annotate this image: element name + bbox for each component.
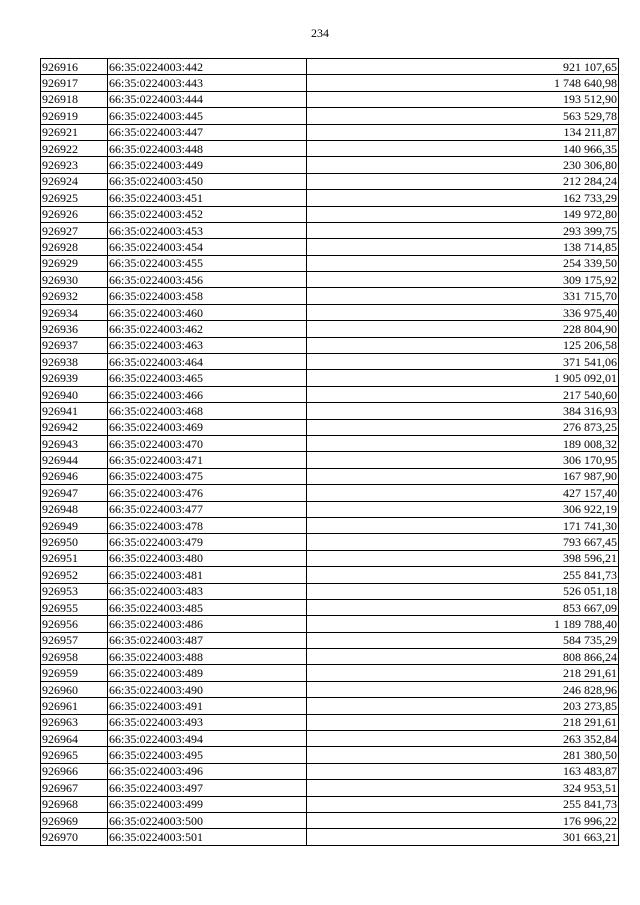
table-row: [41, 534, 619, 550]
record-id-cell: 926942: [41, 419, 108, 435]
table-row: [41, 485, 619, 501]
table-row: [41, 222, 619, 238]
value-cell: 167 987,90: [307, 468, 619, 484]
table-row: [41, 140, 619, 156]
value-cell: 255 841,73: [307, 567, 619, 583]
value-cell: 140 966,35: [307, 140, 619, 156]
record-id-cell: 926937: [41, 337, 108, 353]
record-id-cell: 926959: [41, 665, 108, 681]
table-row: [41, 288, 619, 304]
value-cell: 189 008,32: [307, 435, 619, 451]
record-id-cell: 926939: [41, 370, 108, 386]
table-row: [41, 567, 619, 583]
cadastral-number-cell: 66:35:0224003:453: [108, 222, 307, 238]
cadastral-number-cell: 66:35:0224003:478: [108, 517, 307, 533]
value-cell: 384 316,93: [307, 403, 619, 419]
cadastral-number-cell: 66:35:0224003:462: [108, 321, 307, 337]
table-row: [41, 665, 619, 681]
cadastral-number-cell: 66:35:0224003:477: [108, 501, 307, 517]
table-row: [41, 468, 619, 484]
record-id-cell: 926965: [41, 747, 108, 763]
table-row: [41, 452, 619, 468]
value-cell: 217 540,60: [307, 386, 619, 402]
record-id-cell: 926960: [41, 681, 108, 697]
record-id-cell: 926955: [41, 599, 108, 615]
record-id-cell: 926968: [41, 796, 108, 812]
record-id-cell: 926924: [41, 173, 108, 189]
record-id-cell: 926953: [41, 583, 108, 599]
record-id-cell: 926928: [41, 239, 108, 255]
table-row: [41, 616, 619, 632]
record-id-cell: 926969: [41, 812, 108, 828]
record-id-cell: 926956: [41, 616, 108, 632]
cadastral-number-cell: 66:35:0224003:486: [108, 616, 307, 632]
value-cell: 293 399,75: [307, 222, 619, 238]
cadastral-number-cell: 66:35:0224003:501: [108, 829, 307, 845]
record-id-cell: 926966: [41, 763, 108, 779]
cadastral-number-cell: 66:35:0224003:481: [108, 567, 307, 583]
cadastral-number-cell: 66:35:0224003:475: [108, 468, 307, 484]
value-cell: 371 541,06: [307, 354, 619, 370]
cadastral-number-cell: 66:35:0224003:455: [108, 255, 307, 271]
table-row: [41, 108, 619, 124]
record-id-cell: 926949: [41, 517, 108, 533]
table-row: [41, 190, 619, 206]
value-cell: 228 804,90: [307, 321, 619, 337]
table-row: [41, 91, 619, 107]
record-id-cell: 926941: [41, 403, 108, 419]
table-row: [41, 517, 619, 533]
record-id-cell: 926952: [41, 567, 108, 583]
table-row: [41, 370, 619, 386]
table-row: [41, 681, 619, 697]
cadastral-number-cell: 66:35:0224003:442: [108, 59, 307, 75]
cadastral-number-cell: 66:35:0224003:451: [108, 190, 307, 206]
value-cell: 306 922,19: [307, 501, 619, 517]
record-id-cell: 926926: [41, 206, 108, 222]
cadastral-number-cell: 66:35:0224003:491: [108, 698, 307, 714]
table-row: [41, 796, 619, 812]
table-row: [41, 435, 619, 451]
value-cell: 281 380,50: [307, 747, 619, 763]
record-id-cell: 926967: [41, 780, 108, 796]
value-cell: 255 841,73: [307, 796, 619, 812]
record-id-cell: 926927: [41, 222, 108, 238]
record-id-cell: 926930: [41, 272, 108, 288]
table-row: [41, 501, 619, 517]
table-row: [41, 321, 619, 337]
record-id-cell: 926947: [41, 485, 108, 501]
table-row: [41, 386, 619, 402]
cadastral-number-cell: 66:35:0224003:485: [108, 599, 307, 615]
cadastral-number-cell: 66:35:0224003:497: [108, 780, 307, 796]
value-cell: 306 170,95: [307, 452, 619, 468]
value-cell: 309 175,92: [307, 272, 619, 288]
record-id-cell: 926918: [41, 91, 108, 107]
table-row: [41, 649, 619, 665]
value-cell: 138 714,85: [307, 239, 619, 255]
value-cell: 398 596,21: [307, 550, 619, 566]
table-row: [41, 272, 619, 288]
cadastral-number-cell: 66:35:0224003:480: [108, 550, 307, 566]
table-row: [41, 157, 619, 173]
value-cell: 193 512,90: [307, 91, 619, 107]
value-cell: 1 189 788,40: [307, 616, 619, 632]
table-row: [41, 747, 619, 763]
cadastral-number-cell: 66:35:0224003:476: [108, 485, 307, 501]
value-cell: 254 339,50: [307, 255, 619, 271]
value-cell: 276 873,25: [307, 419, 619, 435]
page-number: 234: [311, 26, 329, 40]
table-row: [41, 239, 619, 255]
value-cell: 324 953,51: [307, 780, 619, 796]
record-id-cell: 926929: [41, 255, 108, 271]
cadastral-number-cell: 66:35:0224003:445: [108, 108, 307, 124]
table-row: [41, 583, 619, 599]
record-id-cell: 926943: [41, 435, 108, 451]
record-id-cell: 926957: [41, 632, 108, 648]
cadastral-number-cell: 66:35:0224003:479: [108, 534, 307, 550]
cadastral-number-cell: 66:35:0224003:444: [108, 91, 307, 107]
cadastral-number-cell: 66:35:0224003:450: [108, 173, 307, 189]
cadastral-number-cell: 66:35:0224003:454: [108, 239, 307, 255]
record-id-cell: 926944: [41, 452, 108, 468]
record-id-cell: 926963: [41, 714, 108, 730]
cadastral-number-cell: 66:35:0224003:487: [108, 632, 307, 648]
record-id-cell: 926934: [41, 304, 108, 320]
value-cell: 921 107,65: [307, 59, 619, 75]
record-id-cell: 926916: [41, 59, 108, 75]
table-row: [41, 599, 619, 615]
value-cell: 246 828,96: [307, 681, 619, 697]
value-cell: 853 667,09: [307, 599, 619, 615]
value-cell: 793 667,45: [307, 534, 619, 550]
value-cell: 163 483,87: [307, 763, 619, 779]
table-row: [41, 337, 619, 353]
record-id-cell: 926964: [41, 731, 108, 747]
value-cell: 336 975,40: [307, 304, 619, 320]
cadastral-number-cell: 66:35:0224003:443: [108, 75, 307, 91]
value-cell: 301 663,21: [307, 829, 619, 845]
record-id-cell: 926938: [41, 354, 108, 370]
cadastral-number-cell: 66:35:0224003:500: [108, 812, 307, 828]
table-row: [41, 304, 619, 320]
cadastral-number-cell: 66:35:0224003:468: [108, 403, 307, 419]
table-row: [41, 173, 619, 189]
record-id-cell: 926946: [41, 468, 108, 484]
record-id-cell: 926940: [41, 386, 108, 402]
cadastral-number-cell: 66:35:0224003:495: [108, 747, 307, 763]
record-id-cell: 926932: [41, 288, 108, 304]
table-row: [41, 632, 619, 648]
record-id-cell: 926919: [41, 108, 108, 124]
cadastral-number-cell: 66:35:0224003:448: [108, 140, 307, 156]
value-cell: 563 529,78: [307, 108, 619, 124]
value-cell: 218 291,61: [307, 714, 619, 730]
table-row: [41, 255, 619, 271]
value-cell: 230 306,80: [307, 157, 619, 173]
cadastral-number-cell: 66:35:0224003:465: [108, 370, 307, 386]
value-cell: 125 206,58: [307, 337, 619, 353]
value-cell: 263 352,84: [307, 731, 619, 747]
table-row: [41, 714, 619, 730]
record-id-cell: 926922: [41, 140, 108, 156]
cadastral-number-cell: 66:35:0224003:449: [108, 157, 307, 173]
cadastral-number-cell: 66:35:0224003:471: [108, 452, 307, 468]
cadastral-number-cell: 66:35:0224003:496: [108, 763, 307, 779]
table-row: [41, 75, 619, 91]
table-row: [41, 550, 619, 566]
table-row: [41, 780, 619, 796]
value-cell: 218 291,61: [307, 665, 619, 681]
value-cell: 808 866,24: [307, 649, 619, 665]
cadastral-number-cell: 66:35:0224003:490: [108, 681, 307, 697]
table-row: [41, 698, 619, 714]
record-id-cell: 926921: [41, 124, 108, 140]
record-id-cell: 926950: [41, 534, 108, 550]
table-row: [41, 763, 619, 779]
cadastral-number-cell: 66:35:0224003:452: [108, 206, 307, 222]
value-cell: 1 748 640,98: [307, 75, 619, 91]
record-id-cell: 926917: [41, 75, 108, 91]
value-cell: 1 905 092,01: [307, 370, 619, 386]
cadastral-value-table: [40, 58, 619, 846]
table-row: [41, 354, 619, 370]
value-cell: 134 211,87: [307, 124, 619, 140]
record-id-cell: 926970: [41, 829, 108, 845]
value-cell: 212 284,24: [307, 173, 619, 189]
table-row: [41, 829, 619, 845]
record-id-cell: 926936: [41, 321, 108, 337]
table-row: [41, 731, 619, 747]
value-cell: 171 741,30: [307, 517, 619, 533]
cadastral-number-cell: 66:35:0224003:447: [108, 124, 307, 140]
cadastral-number-cell: 66:35:0224003:499: [108, 796, 307, 812]
cadastral-number-cell: 66:35:0224003:463: [108, 337, 307, 353]
record-id-cell: 926925: [41, 190, 108, 206]
cadastral-number-cell: 66:35:0224003:469: [108, 419, 307, 435]
value-cell: 176 996,22: [307, 812, 619, 828]
value-cell: 203 273,85: [307, 698, 619, 714]
record-id-cell: 926923: [41, 157, 108, 173]
cadastral-number-cell: 66:35:0224003:489: [108, 665, 307, 681]
table-row: [41, 403, 619, 419]
record-id-cell: 926961: [41, 698, 108, 714]
table-row: [41, 812, 619, 828]
cadastral-number-cell: 66:35:0224003:483: [108, 583, 307, 599]
value-cell: 584 735,29: [307, 632, 619, 648]
cadastral-number-cell: 66:35:0224003:464: [108, 354, 307, 370]
cadastral-number-cell: 66:35:0224003:466: [108, 386, 307, 402]
value-cell: 149 972,80: [307, 206, 619, 222]
table-row: [41, 206, 619, 222]
cadastral-number-cell: 66:35:0224003:494: [108, 731, 307, 747]
record-id-cell: 926948: [41, 501, 108, 517]
record-id-cell: 926958: [41, 649, 108, 665]
record-id-cell: 926951: [41, 550, 108, 566]
cadastral-number-cell: 66:35:0224003:460: [108, 304, 307, 320]
table-body: [41, 59, 619, 846]
value-cell: 526 051,18: [307, 583, 619, 599]
cadastral-number-cell: 66:35:0224003:456: [108, 272, 307, 288]
cadastral-number-cell: 66:35:0224003:458: [108, 288, 307, 304]
cadastral-number-cell: 66:35:0224003:488: [108, 649, 307, 665]
value-cell: 331 715,70: [307, 288, 619, 304]
value-cell: 427 157,40: [307, 485, 619, 501]
cadastral-number-cell: 66:35:0224003:493: [108, 714, 307, 730]
table-row: [41, 59, 619, 75]
value-cell: 162 733,29: [307, 190, 619, 206]
table-row: [41, 419, 619, 435]
cadastral-number-cell: 66:35:0224003:470: [108, 435, 307, 451]
table-row: [41, 124, 619, 140]
